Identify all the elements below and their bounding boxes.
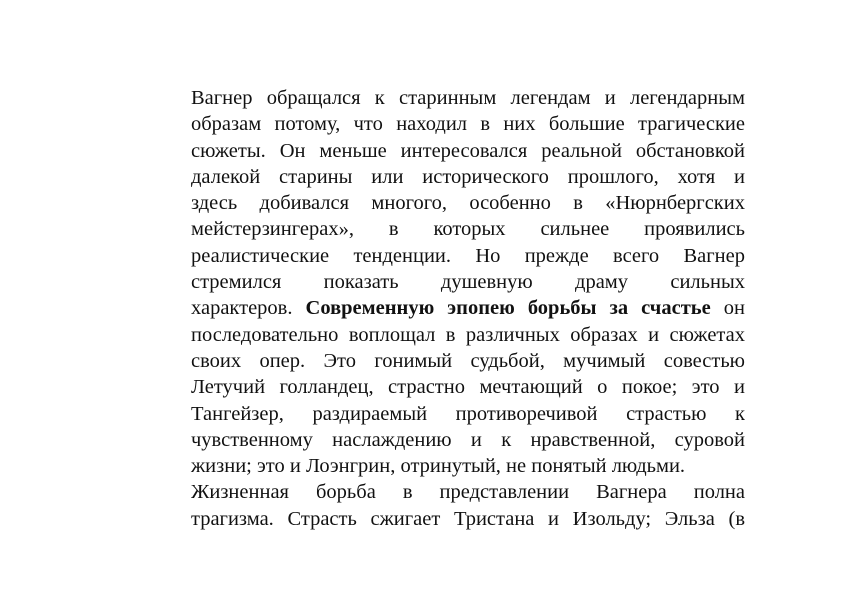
text-line: трагизма. Страсть сжигает Тристана и Изольду; Эльза (в <box>191 507 745 530</box>
paragraph-1 <box>191 85 745 479</box>
paragraph-2 <box>191 479 745 532</box>
text-line: мейстерзингерах», в которых сильнее проявились <box>191 218 745 241</box>
bold-phrase: Современную эпопею борьбы за счастье <box>305 297 711 320</box>
text-segment: он <box>710 297 745 320</box>
document-text <box>191 85 745 532</box>
text-line: Вагнер обращался к старинным легендам и легендарным <box>191 87 745 109</box>
text-segment: характеров. <box>191 297 306 320</box>
text-line: далекой старины или исторического прошлого, хотя и <box>191 165 745 188</box>
text-line: сюжеты. Он меньше интересовался реальной обстановкой <box>191 139 745 162</box>
text-line: Летучий голландец, страстно мечтающий о покое; это и <box>191 376 745 399</box>
text-line: Тангейзер, раздираемый противоречивой страстью к <box>191 402 745 425</box>
text-line-with-emphasis <box>191 295 745 321</box>
text-line: последовательно воплощал в различных образах и сюжетах <box>191 323 745 346</box>
text-line: жизни; это и Лоэнгрин, отринутый, не понятый людьми. <box>191 455 686 478</box>
text-line: своих опер. Это гонимый судьбой, мучимый совестью <box>191 349 745 372</box>
text-line: здесь добивался многого, особенно в «Нюрнбергских <box>191 192 745 215</box>
text-line: стремился показать душевную драму сильных <box>191 271 745 294</box>
text-line: образам потому, что находил в них большие трагические <box>191 113 745 136</box>
text-line: Жизненная борьба в представлении Вагнера полна <box>191 481 745 504</box>
text-line: реалистические тенденции. Но прежде всего Вагнер <box>191 244 745 267</box>
text-line: чувственному наслаждению и к нравственной, суровой <box>191 428 745 451</box>
